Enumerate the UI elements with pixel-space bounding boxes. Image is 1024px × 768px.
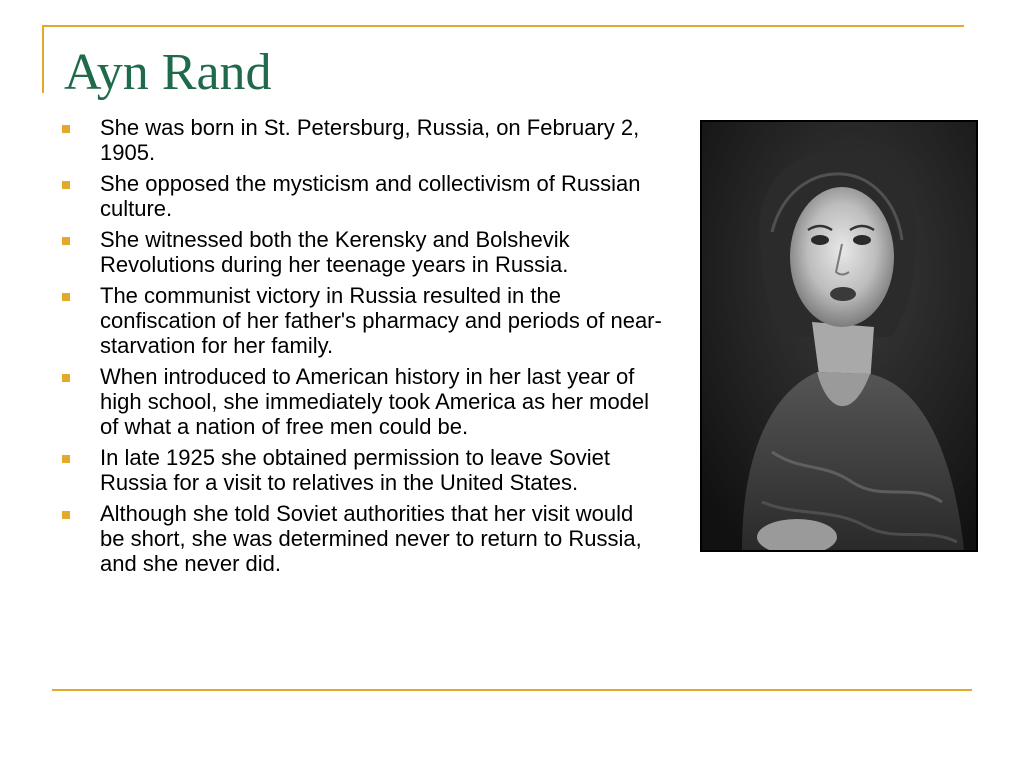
frame-left-line: [42, 25, 44, 93]
bullet-list: [62, 115, 662, 582]
square-bullet-icon: [62, 455, 70, 463]
slide-title: Ayn Rand: [64, 44, 272, 101]
bullet-item: [62, 501, 662, 576]
bullet-item: [62, 364, 662, 439]
square-bullet-icon: [62, 374, 70, 382]
bullet-item: [62, 227, 662, 277]
bullet-text: Although she told Soviet authorities that her visit would be short, she was determined never to return to Russia, and she never did.: [100, 501, 642, 576]
bullet-text: She witnessed both the Kerensky and Bolshevik Revolutions during her teenage years in Russia.: [100, 227, 570, 277]
square-bullet-icon: [62, 181, 70, 189]
bullet-text: When introduced to American history in her last year of high school, she immediately took America as her model of what a nation of free men could be.: [100, 364, 650, 439]
square-bullet-icon: [62, 125, 70, 133]
square-bullet-icon: [62, 511, 70, 519]
square-bullet-icon: [62, 237, 70, 245]
bullet-item: [62, 171, 662, 221]
bullet-text: The communist victory in Russia resulted in the confiscation of her father's pharmacy and periods of near-starvation for her family.: [100, 283, 662, 358]
frame-bottom-line: [52, 689, 972, 691]
bullet-text: She was born in St. Petersburg, Russia, on February 2, 1905.: [100, 115, 640, 165]
bullet-item: [62, 445, 662, 495]
bullet-item: [62, 115, 662, 165]
portrait-photo: [700, 120, 978, 552]
frame-top-line: [42, 25, 964, 27]
bullet-item: [62, 283, 662, 358]
portrait-image: [702, 122, 976, 550]
bullet-text: In late 1925 she obtained permission to leave Soviet Russia for a visit to relatives in the United States.: [100, 445, 610, 495]
square-bullet-icon: [62, 293, 70, 301]
bullet-text: She opposed the mysticism and collectivism of Russian culture.: [100, 171, 641, 221]
